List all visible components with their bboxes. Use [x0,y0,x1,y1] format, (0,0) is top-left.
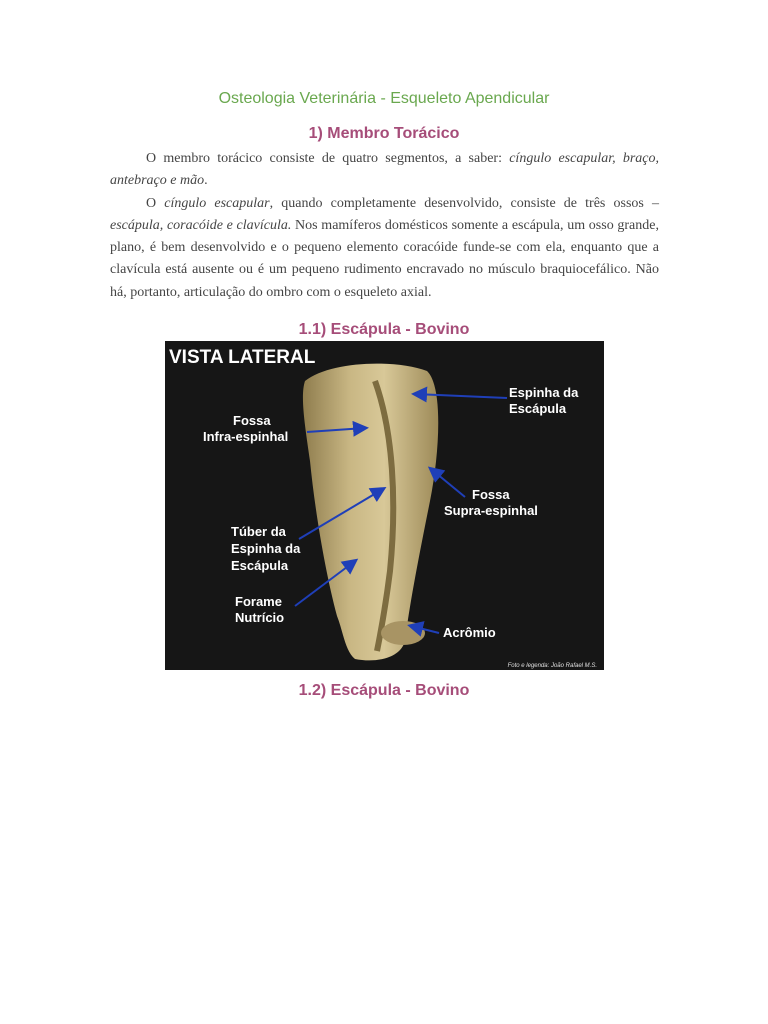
acromion-shape [381,621,425,645]
label-tuber-line2: Espinha da [231,541,301,556]
paragraph-1-text: O membro torácico consiste de quatro segmentos, a saber: [146,151,510,166]
photo-credit: Foto e legenda: João Rafael M.S. [507,663,597,669]
figure-header: VISTA LATERAL [169,347,316,368]
paragraph-2-i1: cíngulo escapular [164,195,270,211]
paragraph-1-italic: cíngulo escapular, braço, antebraço e mão [110,151,659,189]
label-tuber-line1: Túber da [231,524,286,539]
paragraph-2-i2: escápula, coracóide e clavícula. [110,217,292,233]
scapula-lateral-photo [165,341,604,670]
paragraph-1 [110,148,659,193]
paragraph-2-t1: O [146,195,165,211]
scapula-illustration [165,341,604,670]
label-fossa-infra-line1: Fossa [233,413,271,428]
paragraph-2 [110,193,659,304]
label-fossa-supra-line2: Supra-espinhal [444,503,538,518]
figure-1-caption: 1.1) Escápula - Bovino [298,321,470,338]
label-fossa-infra-line2: Infra-espinhal [203,429,289,444]
label-fossa-supra-line1: Fossa [472,487,510,502]
figure-2-caption: 1.2) Escápula - Bovino [298,682,470,699]
label-tuber-line3: Escápula [231,558,289,573]
paragraph-2-t2: , quando completamente desenvolvido, consiste de três ossos – [269,195,659,211]
label-acromio: Acrômio [443,625,496,640]
section-heading-membro-toracico: 1) Membro Torácico [308,125,460,142]
document-title: Osteologia Veterinária - Esqueleto Apendicular [218,90,550,107]
label-forame-line2: Nutrício [235,610,285,625]
paragraph-1-end: . [204,173,208,189]
section-body [110,148,659,304]
paragraph-2-t3: Nos mamíferos domésticos somente a escápula, um osso grande, plano, é bem desenvolvido e o pequeno elemento coracóide funde-se com ela, enquanto que a clavícula está ausente ou é um pequeno rudimento encravado no músculo braquiocefálico. Não há, portanto, articulação do ombro com o esqueleto axial. [110,217,659,300]
label-espinha-line2: Escápula [509,401,567,416]
label-forame-line1: Forame [235,594,282,609]
label-espinha-line1: Espinha da [509,385,579,400]
